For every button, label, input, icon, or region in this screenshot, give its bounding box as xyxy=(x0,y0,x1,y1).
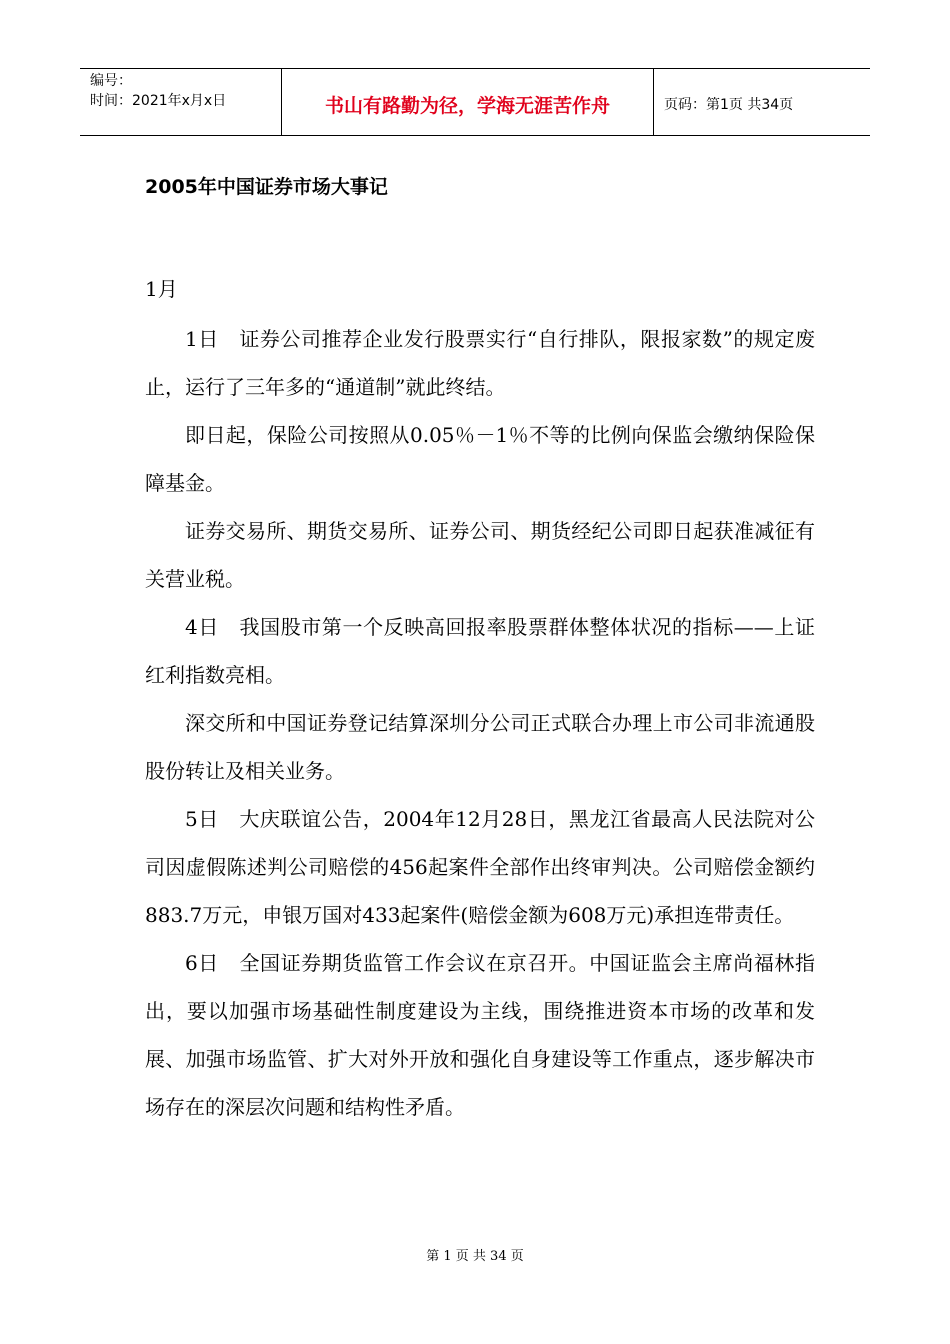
page-footer: 第 1 页 共 34 页 xyxy=(426,1249,524,1264)
paragraph: 即日起，保险公司按照从0.05％－1％不等的比例向保监会缴纳保险保障基金。 xyxy=(145,423,815,495)
paragraph: 证券交易所、期货交易所、证券公司、期货经纪公司即日起获准减征有关营业税。 xyxy=(145,519,815,591)
time-label: 时间：2021年x月x日 xyxy=(90,93,227,109)
page-header xyxy=(80,68,870,136)
document-body xyxy=(145,265,815,1131)
paragraph: 深交所和中国证券登记结算深圳分公司正式联合办理上市公司非流通股股份转让及相关业务。 xyxy=(145,711,815,783)
motto: 书山有路勤为径，学海无涯苦作舟 xyxy=(282,69,654,135)
paragraph: 6日 全国证券期货监管工作会议在京召开。中国证监会主席尚福林指出，要以加强市场基础性制度建设为主线，围绕推进资本市场的改革和发展、加强市场监管、扩大对外开放和强化自身建设等工作重点，逐步解决市场存在的深层次问题和结构性矛盾。 xyxy=(145,951,815,1119)
number-label: 编号： xyxy=(90,73,132,89)
document-title: 2005年中国证券市场大事记 xyxy=(145,176,388,198)
month-heading: 1月 xyxy=(145,277,178,301)
header-page-label: 页码：第1页 共34页 xyxy=(664,97,794,113)
paragraph: 1日 证券公司推荐企业发行股票实行“自行排队，限报家数”的规定废止，运行了三年多的“通道制”就此终结。 xyxy=(145,327,815,399)
header-meta xyxy=(80,69,282,135)
paragraph: 4日 我国股市第一个反映高回报率股票群体整体状况的指标——上证红利指数亮相。 xyxy=(145,615,815,687)
paragraph: 5日 大庆联谊公告，2004年12月28日，黑龙江省最高人民法院对公司因虚假陈述判公司赔偿的456起案件全部作出终审判决。公司赔偿金额约883.7万元，申银万国对433起案件(赔偿金额为608万元)承担连带责任。 xyxy=(145,807,815,927)
